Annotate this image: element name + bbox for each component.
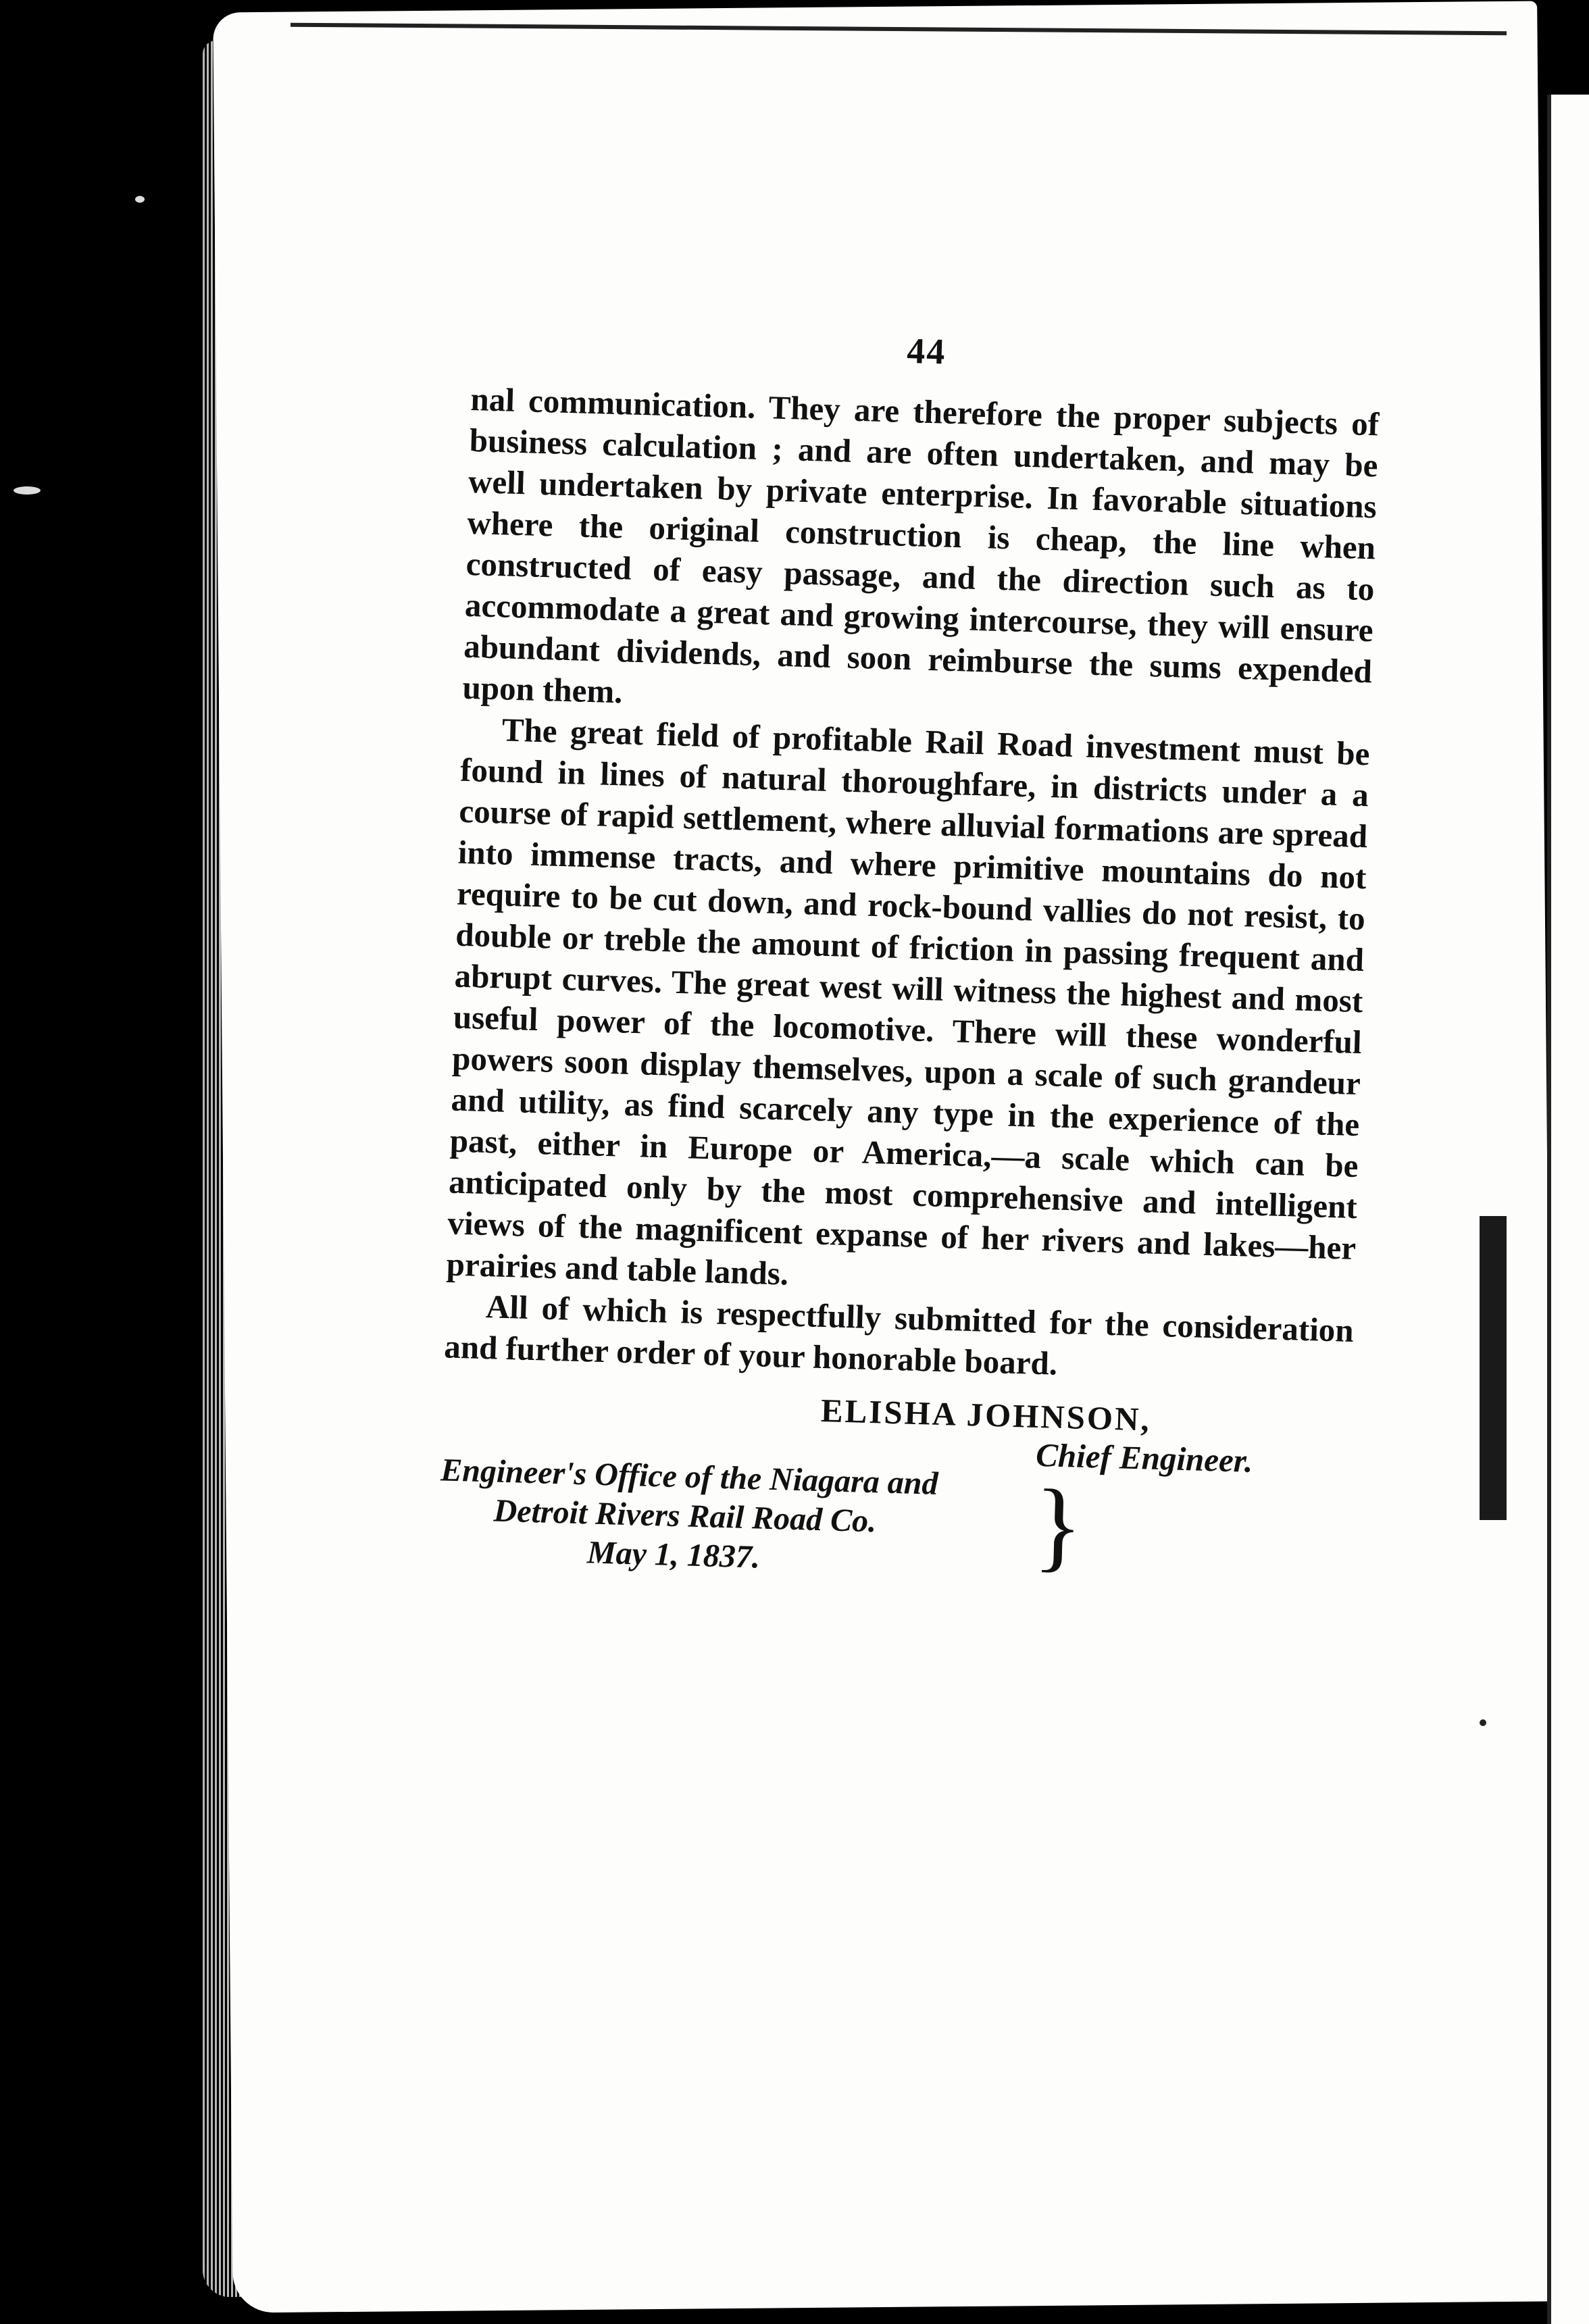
speck-mark [135, 196, 145, 203]
paragraph-3: All of which is respectfully submitted for the consideration and further order of your honorable board. [443, 1288, 1355, 1382]
brace-symbol: } [1032, 1468, 1084, 1582]
page-text [438, 318, 1381, 1594]
office-line-1: Engineer's Office of the Niagara and [440, 1452, 939, 1502]
speck-mark [14, 486, 41, 495]
paragraph-1: nal communication. They are therefore the proper subjects of business calculation ; and are often undertaken, and may be well undertaken by private enterprise. In favorable situations where the original construction is cheap, the line when constructed of easy passage, and the direction such as to accommodate a great and growing intercourse, they will ensure abundant dividends, and soon reimburse the sums expended upon them. [461, 380, 1380, 711]
speck-mark [1480, 1719, 1486, 1726]
paragraph-2: The great field of profitable Rail Road investment must be found in lines of natural thoroughfare, in districts under a a course of rapid settlement, where alluvial formations are spread into immense tracts, and where primitive mountains do not require to be cut down, and rock-bound vallies do not resist, to double or treble the amount of friction in passing frequent and abrupt curves. The great west will witness the highest and most useful power of the locomotive. There will these wonderful powers soon display themselves, upon a scale of such grandeur and utility, as find scarcely any type in the experience of the past, either in Europe or America,—a scale which can be anticipated only by the most comprehensive and intelligent views of the magnificent expanse of her rivers and lakes—her prairies and table lands. [446, 711, 1371, 1292]
binding-shadow [1480, 1216, 1507, 1520]
signature-name: ELISHA JOHNSON, [820, 1392, 1152, 1438]
page-number: 44 [906, 330, 947, 372]
office-date: May 1, 1837. [586, 1534, 761, 1575]
signature-title: Chief Engineer. [1035, 1436, 1254, 1480]
facing-page-edge [1547, 95, 1589, 2324]
office-line-2: Detroit Rivers Rail Road Co. [493, 1492, 877, 1540]
office-address [438, 1450, 1084, 1585]
